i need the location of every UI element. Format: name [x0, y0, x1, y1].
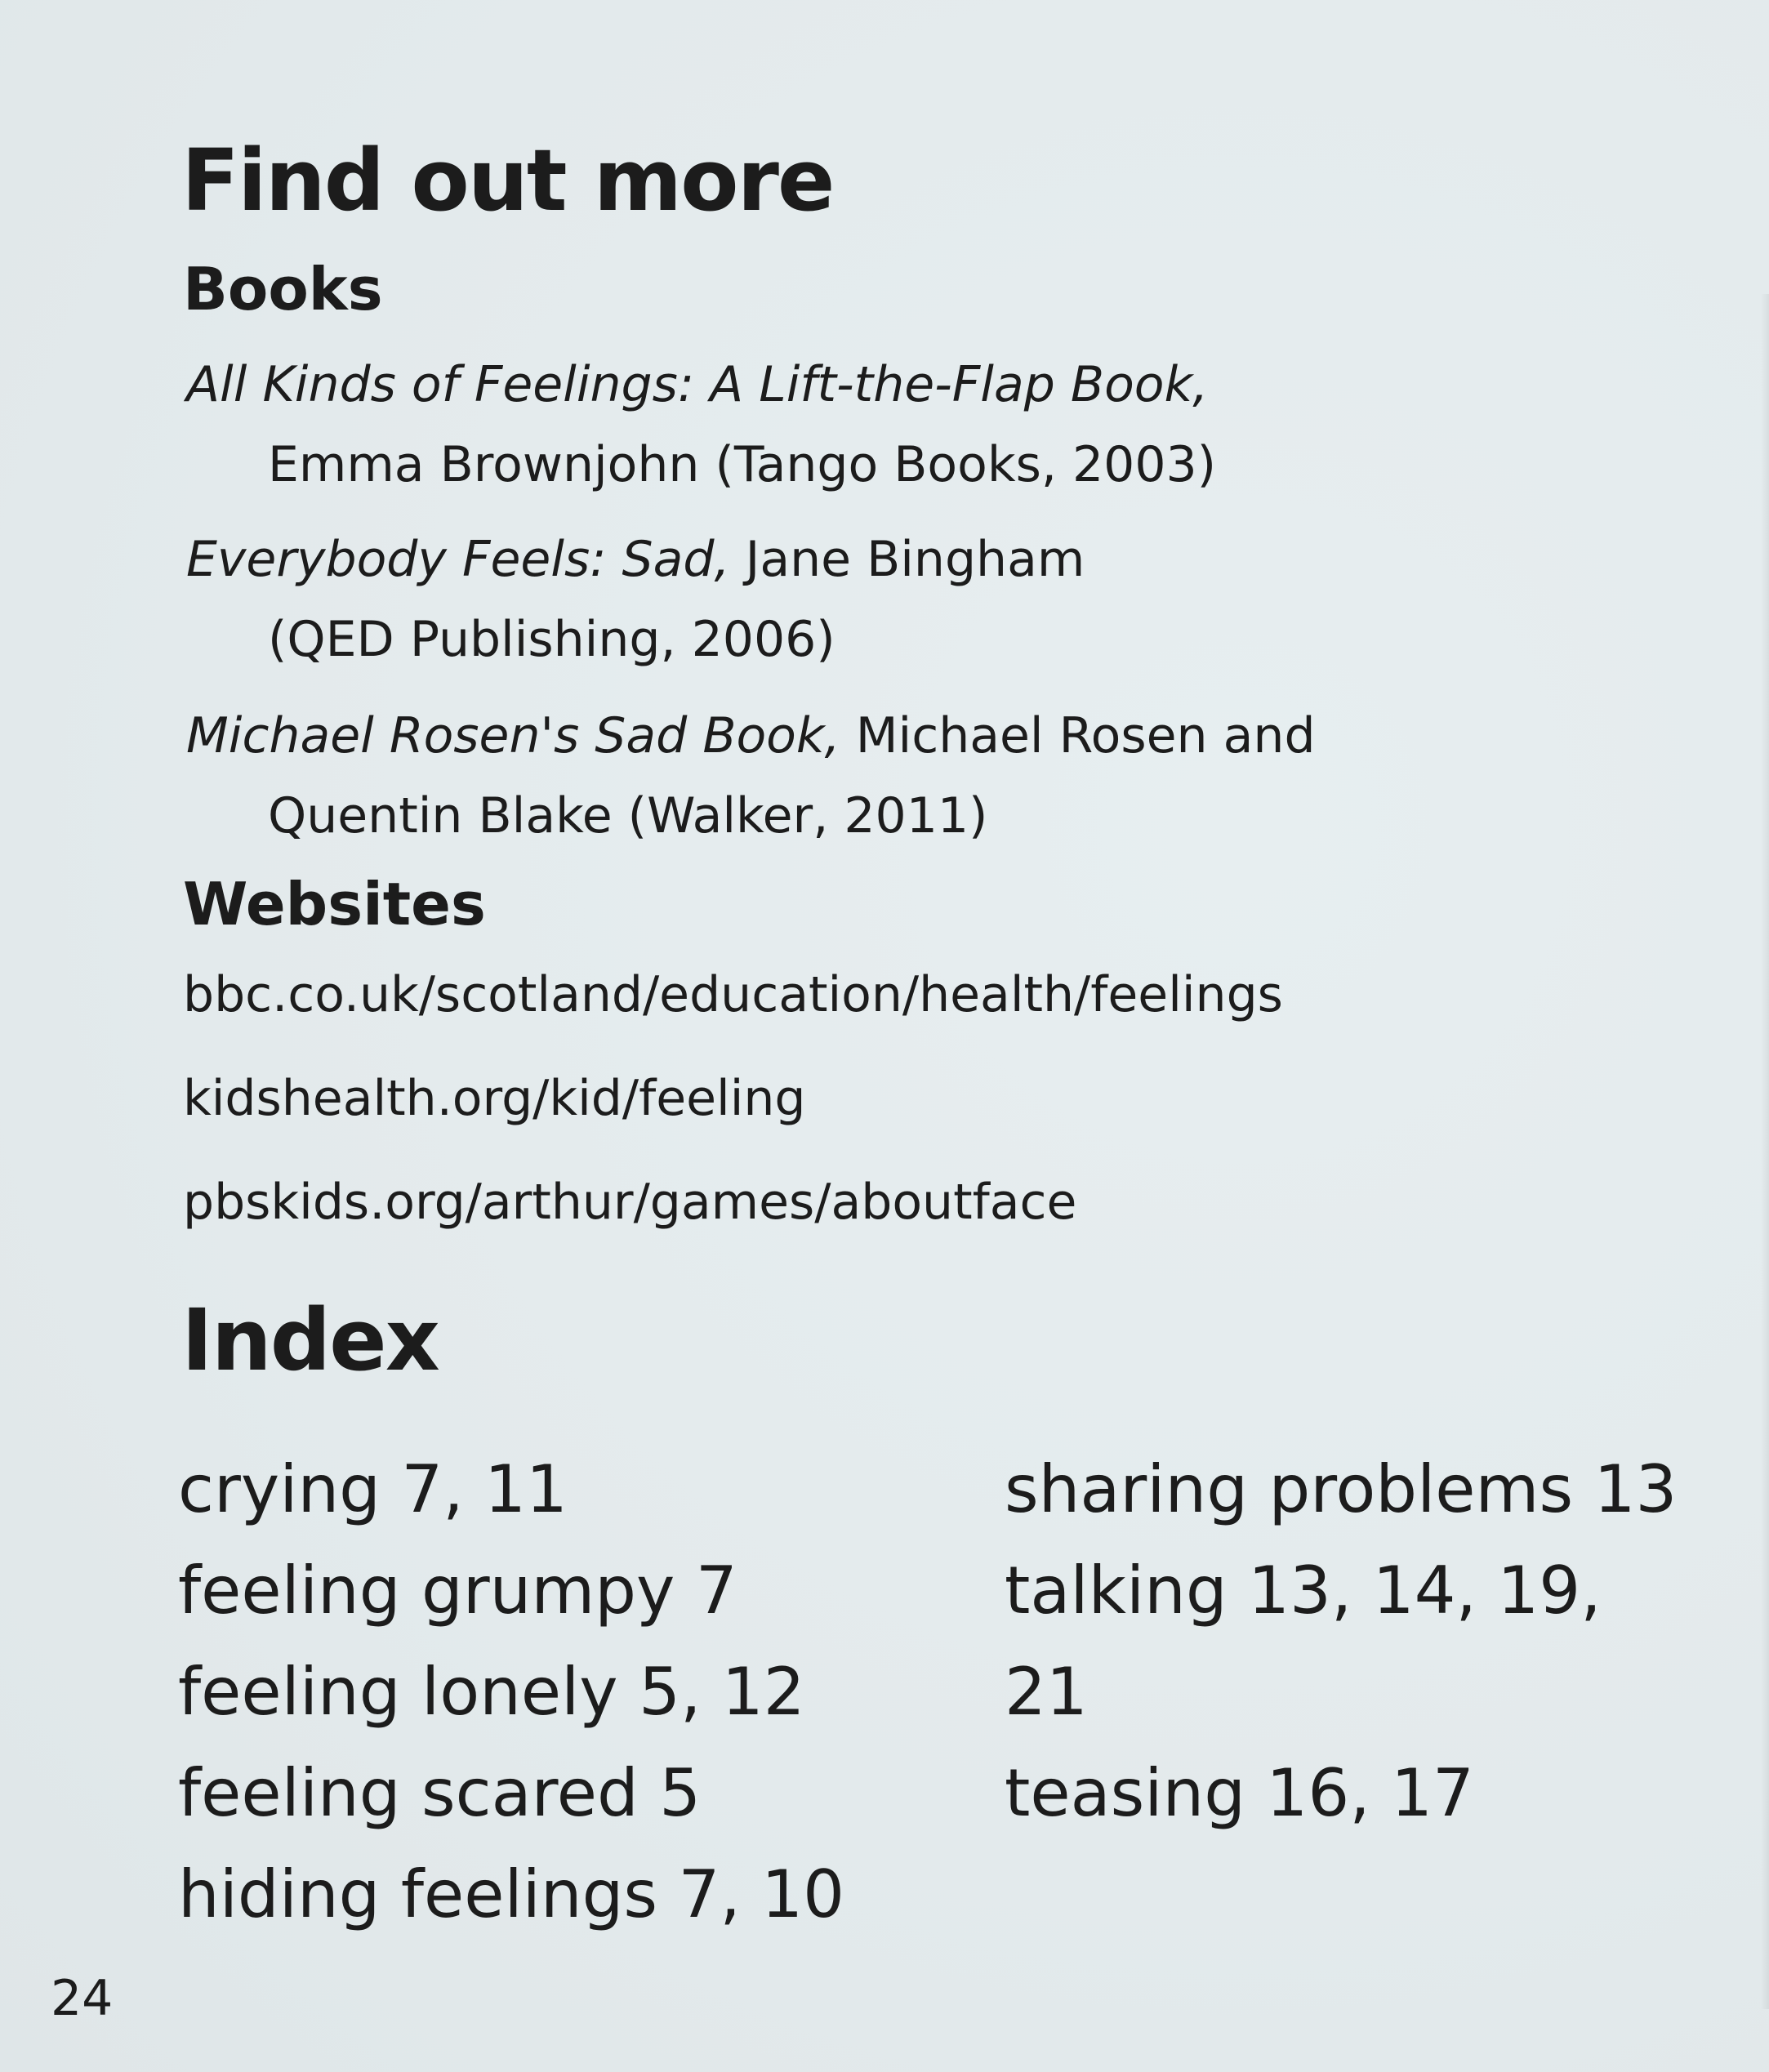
find-out-more-heading: Find out more: [181, 131, 834, 230]
books-heading: Books: [183, 255, 383, 323]
book-author: Jane Bingham: [729, 531, 1085, 588]
book-entry: [186, 519, 1085, 680]
index-entry: feeling scared 5: [178, 1755, 702, 1831]
index-left-column: [178, 1439, 844, 1945]
index-entry: crying 7, 11: [178, 1451, 568, 1527]
website-url: kidshealth.org/kid/feeling: [183, 1070, 806, 1127]
website-url: pbskids.org/arthur/games/aboutface: [183, 1174, 1077, 1231]
index-entry: talking 13, 14, 19,: [1005, 1553, 1602, 1629]
book-details: (QED Publishing, 2006): [268, 611, 835, 668]
book-entry: [186, 696, 1316, 856]
index-entry: hiding feelings 7, 10: [178, 1856, 845, 1932]
book-title: All Kinds of Feelings: A Lift-the-Flap Book,: [186, 356, 1209, 413]
websites-heading: Websites: [183, 870, 486, 938]
index-entry: feeling grumpy 7: [178, 1553, 737, 1629]
book-title: Everybody Feels: Sad,: [186, 531, 730, 588]
index-entry: teasing 16, 17: [1005, 1755, 1474, 1831]
website-url: bbc.co.uk/scotland/education/health/feelings: [183, 966, 1283, 1023]
book-details: Quentin Blake (Walker, 2011): [268, 787, 988, 844]
book-details: Emma Brownjohn (Tango Books, 2003): [268, 436, 1217, 493]
book-author: Michael Rosen and: [840, 707, 1316, 764]
page-edge-shadow: [1761, 294, 1769, 2009]
index-entry: feeling lonely 5, 12: [178, 1654, 805, 1730]
book-entry: [186, 345, 1216, 505]
book-title: Michael Rosen's Sad Book,: [186, 707, 840, 764]
index-right-column: [1005, 1439, 1677, 1844]
index-entry: sharing problems 13: [1005, 1451, 1678, 1527]
page-number: 24: [51, 1970, 114, 2027]
index-heading: Index: [181, 1290, 439, 1390]
index-entry-continuation: 21: [1005, 1654, 1088, 1730]
